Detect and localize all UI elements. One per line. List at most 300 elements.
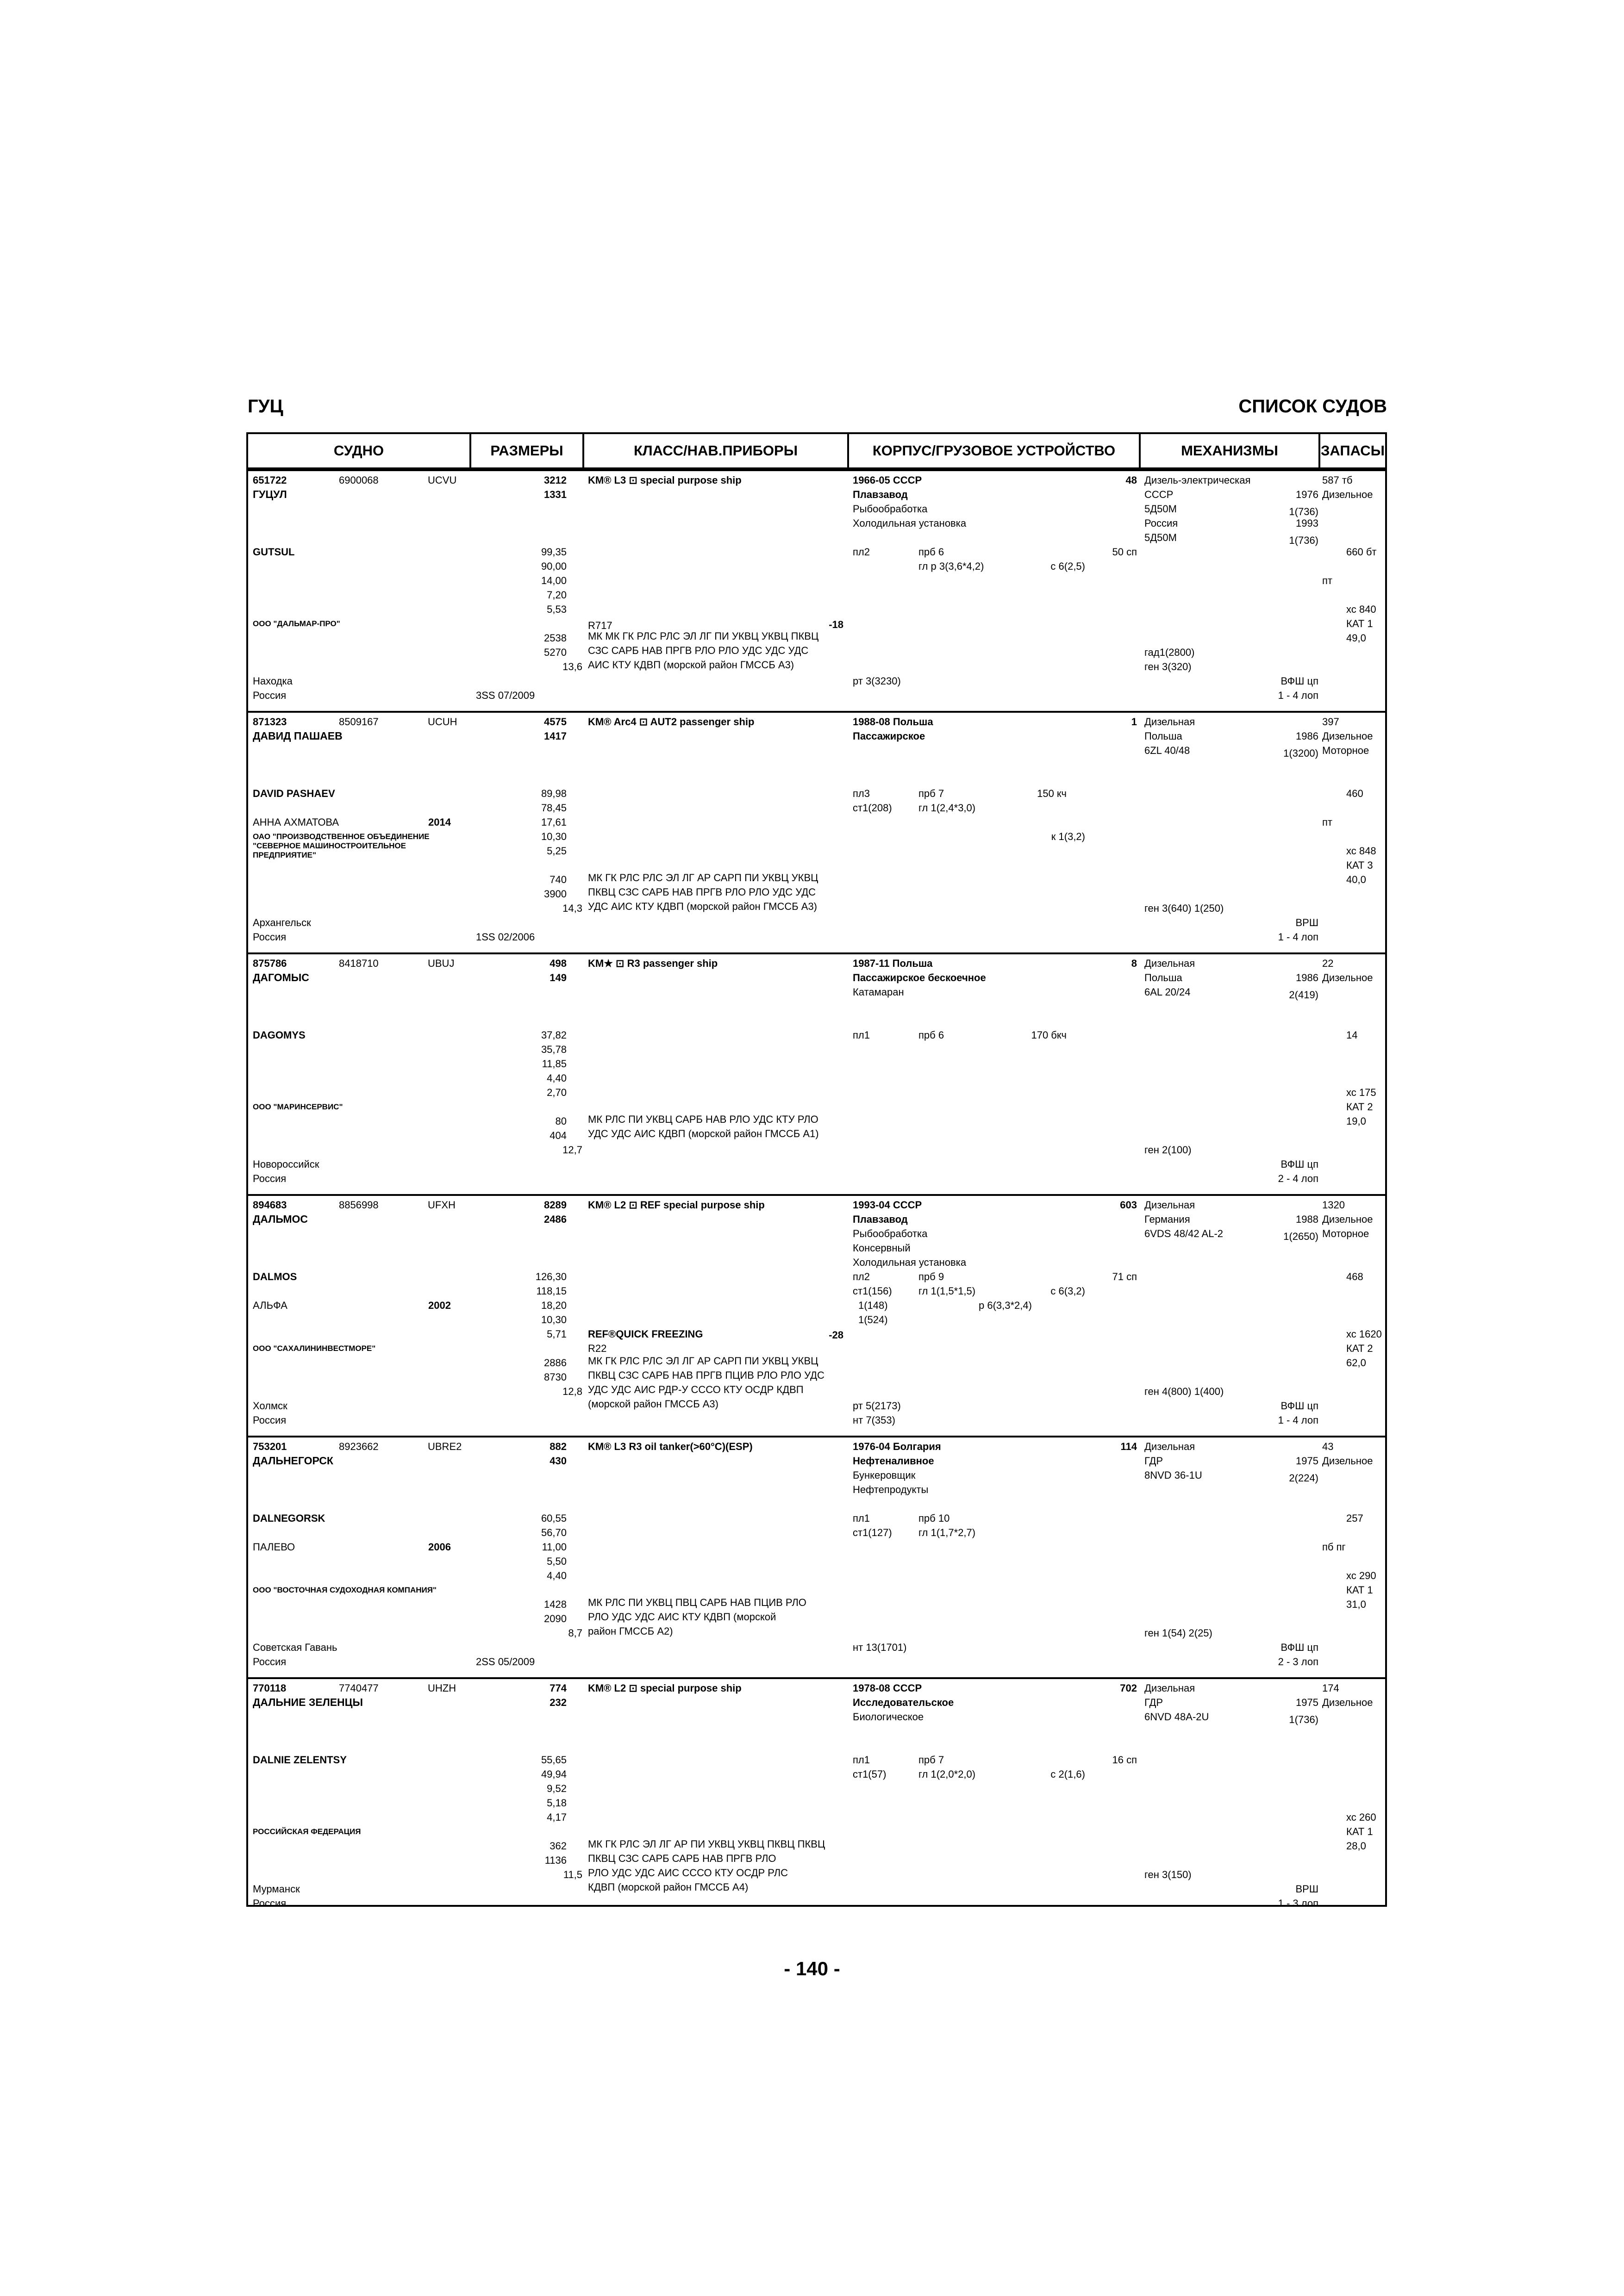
engine-detail: СССР xyxy=(1144,489,1174,500)
capacity-value: 1428 xyxy=(544,1599,567,1610)
decks: пл2 xyxy=(853,546,870,558)
net-tonnage: 232 xyxy=(550,1697,567,1708)
vessel-cell xyxy=(248,1437,471,1678)
call-sign: UHZH xyxy=(428,1682,456,1694)
capacity-value: 3900 xyxy=(544,888,567,900)
former-name: АННА АХМАТОВА xyxy=(253,816,339,828)
vessel-type: Биологическое xyxy=(853,1711,924,1723)
engine-detail-value: 1986 xyxy=(1296,972,1318,983)
engine-detail: ГДР xyxy=(1144,1455,1163,1467)
engine-type: Дизельная xyxy=(1144,1682,1195,1694)
class-notation: KM★ ⊡ R3 passenger ship xyxy=(588,958,718,969)
cargo-hold: 1(524) xyxy=(858,1314,888,1325)
engine-detail: 5Д50М xyxy=(1144,503,1177,515)
generators: гад1(2800) xyxy=(1144,647,1195,658)
dimensions-cell xyxy=(471,713,584,953)
stores-value: Дизельное xyxy=(1322,489,1373,500)
owner: ООО "САХАЛИНИНВЕСТМОРЕ" xyxy=(253,1344,376,1353)
yard-number: 702 xyxy=(1120,1682,1137,1694)
net-tonnage: 1417 xyxy=(544,730,567,742)
dimension-value: 5,18 xyxy=(547,1797,567,1809)
engine-detail: 8NVD 36-1U xyxy=(1144,1469,1202,1481)
propeller-blades: 1 - 3 лоп xyxy=(1278,1898,1318,1909)
column-header-class: КЛАСС/НАВ.ПРИБОРЫ xyxy=(584,434,849,467)
page-number: - 140 - xyxy=(784,1958,840,1979)
vessel-type: Пассажирское бескоечное xyxy=(853,972,986,983)
stores-value: Дизельное xyxy=(1322,1213,1373,1225)
survey-status: 1SS 02/2006 xyxy=(476,931,535,943)
engine-detail: Польша xyxy=(1144,972,1182,983)
home-port: Мурманск xyxy=(253,1883,300,1895)
ship-entry xyxy=(248,711,1385,953)
cargo-hold: гл 1(2,0*2,0) xyxy=(918,1768,976,1780)
owner: ОАО "ПРОИЗВОДСТВЕННОЕ ОБЪЕДИНЕНИЕ "СЕВЕРНОЕ МАШИНОСТРОИТЕЛЬНОЕ ПРЕДПРИЯТИЕ" xyxy=(253,832,430,859)
hull-cell xyxy=(849,1437,1141,1678)
vessel-name: ДАГОМЫС xyxy=(253,971,309,983)
stores-cell xyxy=(1320,713,1385,953)
tank-capacity: рт 5(2173) xyxy=(853,1400,901,1412)
generators: ген 3(640) 1(250) xyxy=(1144,902,1224,914)
cargo-hold: р 6(3,3*2,4) xyxy=(979,1300,1032,1311)
propeller-type: ВФШ цп xyxy=(1280,1642,1318,1653)
navigation-equipment: МК ГК РЛС РЛС ЭЛ ЛГ АР САРП ПИ УКВЦ УКВЦ xyxy=(588,1355,818,1367)
ship-entry xyxy=(248,1677,1385,1920)
yard-number: 114 xyxy=(1120,1441,1137,1452)
build-year-country: 1993-04 СССР xyxy=(853,1199,922,1211)
stores-value: Моторное xyxy=(1322,1228,1369,1239)
engine-detail-value: 1976 xyxy=(1296,489,1318,500)
class-notation: KM® L2 ⊡ REF special purpose ship xyxy=(588,1199,765,1211)
machinery-cell xyxy=(1141,1437,1320,1678)
home-port: Архангельск xyxy=(253,917,311,928)
machinery-cell xyxy=(1141,1679,1320,1920)
vessel-type: Исследовательское xyxy=(853,1697,954,1708)
cargo-hold: ст1(127) xyxy=(853,1527,892,1538)
propeller-blades: 2 - 4 лоп xyxy=(1278,1173,1318,1184)
machinery-cell xyxy=(1141,713,1320,953)
capacity-value: 80 xyxy=(555,1115,567,1127)
engine-type: Дизельная xyxy=(1144,1441,1195,1452)
engine-detail: Россия xyxy=(1144,517,1178,529)
vessel-name: ГУЦУЛ xyxy=(253,488,287,500)
dimension-value: 7,20 xyxy=(547,589,567,601)
ship-entry xyxy=(248,1194,1385,1437)
survey-status: 3SS 07/2009 xyxy=(476,690,535,701)
ship-entry xyxy=(248,1436,1385,1678)
dimensions-cell xyxy=(471,1437,584,1678)
call-sign: UCVU xyxy=(428,474,457,486)
cargo-cranes: с 6(2,5) xyxy=(1050,560,1085,572)
class-notation: KM® L2 ⊡ special purpose ship xyxy=(588,1682,742,1694)
stores-value: хс 848 xyxy=(1346,845,1376,857)
vessel-type: Катамаран xyxy=(853,986,904,998)
class-notation: KM® L3 R3 oil tanker(>60°C)(ESP) xyxy=(588,1441,753,1452)
home-port: Холмск xyxy=(253,1400,287,1412)
stores-value: Дизельное xyxy=(1322,730,1373,742)
navigation-equipment: район ГМССБ А2) xyxy=(588,1625,673,1637)
vessel-name: ДАЛЬМОС xyxy=(253,1213,308,1225)
stores-value: пт xyxy=(1322,575,1332,586)
engine-type: Дизельная xyxy=(1144,958,1195,969)
imo-number: 8856998 xyxy=(339,1199,379,1211)
tank-capacity: рт 3(3230) xyxy=(853,675,901,687)
generators: ген 3(320) xyxy=(1144,661,1192,672)
stores-value: 40,0 xyxy=(1346,874,1366,885)
vessel-name-latin: DAVID PASHAEV xyxy=(253,788,335,799)
engine-detail: 5Д50М xyxy=(1144,532,1177,543)
capacity-value: 5270 xyxy=(544,647,567,658)
dimension-value: 18,20 xyxy=(541,1300,567,1311)
hull-cell xyxy=(849,471,1141,712)
stores-value: КАТ 1 xyxy=(1346,1826,1373,1837)
vessel-type: Плавзавод xyxy=(853,489,908,500)
engine-detail: Польша xyxy=(1144,730,1182,742)
capacity-value: 362 xyxy=(550,1840,567,1852)
net-tonnage: 1331 xyxy=(544,489,567,500)
cargo-hold: 1(148) xyxy=(858,1300,888,1311)
engine-detail-value: 1988 xyxy=(1296,1213,1318,1225)
imo-number: 8923662 xyxy=(339,1441,379,1452)
engine-detail-value: 2(419) xyxy=(1289,989,1318,1001)
flag-country: Россия xyxy=(253,1898,287,1909)
imo-number: 7740477 xyxy=(339,1682,379,1694)
dimension-value: 14,00 xyxy=(541,575,567,586)
stores-value: 174 xyxy=(1322,1682,1339,1694)
dimensions-cell xyxy=(471,471,584,712)
dimension-value: 35,78 xyxy=(541,1044,567,1055)
hull-cell xyxy=(849,954,1141,1195)
cargo-cranes: с 6(3,2) xyxy=(1050,1285,1085,1297)
navigation-equipment: МК РЛС ПИ УКВЦ САРБ НАВ РЛО УДС КТУ РЛО xyxy=(588,1114,818,1125)
stores-cell xyxy=(1320,1679,1385,1920)
propeller-type: ВРШ xyxy=(1295,917,1318,928)
refrigeration-temperature: -18 xyxy=(829,619,843,630)
engine-detail-value: 2(224) xyxy=(1289,1472,1318,1484)
yard-number: 8 xyxy=(1131,958,1137,969)
former-name-year: 2014 xyxy=(428,816,451,828)
call-sign: UBRE2 xyxy=(428,1441,462,1452)
dimension-value: 5,71 xyxy=(547,1328,567,1340)
dimension-value: 90,00 xyxy=(541,560,567,572)
dimension-value: 10,30 xyxy=(541,1314,567,1325)
capacity-value: 740 xyxy=(550,874,567,885)
bulkheads: прб 9 xyxy=(918,1271,944,1282)
vessel-type: Рыбообработка xyxy=(853,1228,928,1239)
stores-value: КАТ 2 xyxy=(1346,1101,1373,1113)
dimension-value: 118,15 xyxy=(536,1285,567,1297)
stores-value: Дизельное xyxy=(1322,972,1373,983)
stores-value: 257 xyxy=(1346,1512,1363,1524)
cargo-hold: гл р 3(3,6*4,2) xyxy=(918,560,984,572)
engine-detail-value: 1(736) xyxy=(1289,506,1318,517)
navigation-equipment: (морской район ГМССБ А3) xyxy=(588,1398,718,1410)
imo-number: 6900068 xyxy=(339,474,379,486)
navigation-equipment: ПКВЦ СЗС САРБ НАВ ПРГВ РЛО РЛО УДС УДС xyxy=(588,886,816,898)
engine-detail: ГДР xyxy=(1144,1697,1163,1708)
class-notation: KM® L3 ⊡ special purpose ship xyxy=(588,474,742,486)
refrigeration-label: REF®QUICK FREEZING xyxy=(588,1328,703,1340)
engine-detail-value: 1986 xyxy=(1296,730,1318,742)
stores-value: хс 1620 xyxy=(1346,1328,1382,1340)
hull-cell xyxy=(849,1196,1141,1437)
dimension-value: 11,85 xyxy=(542,1058,567,1070)
navigation-equipment: АИС КТУ КДВП (морской район ГМССБ А3) xyxy=(588,659,794,671)
capacity-value: 2090 xyxy=(544,1613,567,1624)
home-port: Находка xyxy=(253,675,293,687)
column-header-dimensions: РАЗМЕРЫ xyxy=(471,434,584,467)
stores-value: 14 xyxy=(1346,1029,1358,1041)
engine-detail-value: 1(736) xyxy=(1289,1714,1318,1725)
machinery-cell xyxy=(1141,471,1320,712)
stores-cell xyxy=(1320,1196,1385,1437)
capacity-value: 2886 xyxy=(544,1357,567,1369)
registry-number: 770118 xyxy=(253,1682,287,1694)
net-tonnage: 430 xyxy=(550,1455,567,1467)
dimension-value: 55,65 xyxy=(541,1754,567,1766)
call-sign: UCUH xyxy=(428,716,457,728)
generators: ген 4(800) 1(400) xyxy=(1144,1386,1224,1397)
navigation-equipment: ПКВЦ СЗС САРБ НАВ ПРГВ ПЦИВ РЛО РЛО УДС xyxy=(588,1369,824,1381)
bulkheads: прб 10 xyxy=(918,1512,950,1524)
bulkheads: прб 6 xyxy=(918,1029,944,1041)
navigation-equipment: УДС УДС АИС РДР-У СССО КТУ ОСДР КДВП xyxy=(588,1384,804,1395)
stores-value: 49,0 xyxy=(1346,632,1366,644)
flag-country: Россия xyxy=(253,690,287,701)
stores-cell xyxy=(1320,471,1385,712)
dimension-value: 49,94 xyxy=(541,1768,567,1780)
capacity-value: 14,3 xyxy=(562,902,582,914)
survey-status: 2SS 05/2009 xyxy=(476,1656,535,1668)
dimension-value: 60,55 xyxy=(541,1512,567,1524)
dimension-value: 17,61 xyxy=(541,816,567,828)
navigation-equipment: ПКВЦ СЗС САРБ САРБ НАВ ПРГВ РЛО xyxy=(588,1853,776,1864)
stores-cell xyxy=(1320,1437,1385,1678)
capacity-value: 12,7 xyxy=(562,1144,582,1156)
navigation-equipment: МК ГК РЛС РЛС ЭЛ ЛГ АР САРП ПИ УКВЦ УКВЦ xyxy=(588,872,818,884)
dimension-value: 99,35 xyxy=(541,546,567,558)
cargo-hold: ст1(208) xyxy=(853,802,892,814)
dimension-value: 78,45 xyxy=(541,802,567,814)
vessel-type: Холодильная установка xyxy=(853,517,967,529)
vessel-type: Бункеровщик xyxy=(853,1469,916,1481)
machinery-cell xyxy=(1141,954,1320,1195)
build-year-country: 1987-11 Польша xyxy=(853,958,933,969)
vessel-name-latin: GUTSUL xyxy=(253,546,295,558)
home-port: Новороссийск xyxy=(253,1158,319,1170)
navigation-equipment: РЛО УДС УДС АИС СССО КТУ ОСДР РЛС xyxy=(588,1867,788,1879)
vessel-name: ДАЛЬНИЕ ЗЕЛЕНЦЫ xyxy=(253,1696,363,1708)
engine-type: Дизельная xyxy=(1144,1199,1195,1211)
engine-type: Дизельная xyxy=(1144,716,1195,728)
dimension-value: 9,52 xyxy=(547,1783,567,1794)
stores-value: Дизельное xyxy=(1322,1455,1373,1467)
engine-type: Дизель-электрическая xyxy=(1144,474,1251,486)
ship-entry xyxy=(248,469,1385,712)
dimension-value: 126,30 xyxy=(535,1271,567,1282)
propeller-type: ВФШ цп xyxy=(1280,1400,1318,1412)
dimension-value: 5,25 xyxy=(547,845,567,857)
decks: пл2 xyxy=(853,1271,870,1282)
column-header-machinery: МЕХАНИЗМЫ xyxy=(1141,434,1320,467)
propeller-type: ВРШ xyxy=(1295,1883,1318,1895)
former-name-year: 2006 xyxy=(428,1541,451,1553)
tank-capacity: нт 13(1701) xyxy=(853,1642,907,1653)
stores-value: 31,0 xyxy=(1346,1599,1366,1610)
engine-detail-value: 1(736) xyxy=(1289,535,1318,546)
net-tonnage: 2486 xyxy=(544,1213,567,1225)
stores-value: КАТ 1 xyxy=(1346,1584,1373,1596)
owner: РОССИЙСКАЯ ФЕДЕРАЦИЯ xyxy=(253,1827,361,1836)
flag-country: Россия xyxy=(253,931,287,943)
vessel-cell xyxy=(248,471,471,712)
engine-detail: Германия xyxy=(1144,1213,1190,1225)
cargo-cranes: с 2(1,6) xyxy=(1050,1768,1085,1780)
bulkheads: прб 7 xyxy=(918,788,944,799)
navigation-equipment: КДВП (морской район ГМССБ А4) xyxy=(588,1881,749,1893)
stores-value: 22 xyxy=(1322,958,1334,969)
build-year-country: 1978-08 СССР xyxy=(853,1682,922,1694)
class-cell xyxy=(584,1679,849,1920)
build-year-country: 1988-08 Польша xyxy=(853,716,933,728)
tank-capacity: нт 7(353) xyxy=(853,1414,895,1426)
vessel-name: ДАВИД ПАШАЕВ xyxy=(253,730,343,742)
gross-tonnage: 498 xyxy=(550,958,567,969)
cargo-hold: гл 1(1,7*2,7) xyxy=(918,1527,976,1538)
build-year-country: 1966-05 СССР xyxy=(853,474,922,486)
vessel-type: Холодильная установка xyxy=(853,1257,967,1268)
dimension-value: 4,40 xyxy=(547,1570,567,1581)
registry-number: 875786 xyxy=(253,958,287,969)
running-head-right: СПИСОК СУДОВ xyxy=(1238,396,1387,417)
stores-value: хс 175 xyxy=(1346,1087,1376,1098)
capacity-crew: 170 бкч xyxy=(1031,1029,1067,1041)
navigation-equipment: МК МК ГК РЛС РЛС ЭЛ ЛГ ПИ УКВЦ УКВЦ ПКВЦ xyxy=(588,630,819,642)
column-header-hull: КОРПУС/ГРУЗОВОЕ УСТРОЙСТВО xyxy=(849,434,1141,467)
navigation-equipment: УДС УДС АИС КДВП (морской район ГМССБ А1) xyxy=(588,1128,819,1139)
vessel-name-latin: DALMOS xyxy=(253,1271,297,1282)
registry-number: 753201 xyxy=(253,1441,287,1452)
dimensions-cell xyxy=(471,954,584,1195)
vessel-type: Плавзавод xyxy=(853,1213,908,1225)
owner: ООО "МАРИНСЕРВИС" xyxy=(253,1102,343,1111)
class-cell xyxy=(584,1437,849,1678)
dimension-value: 2,70 xyxy=(547,1087,567,1098)
decks: пл1 xyxy=(853,1754,870,1766)
column-header-stores: ЗАПАСЫ xyxy=(1320,442,1385,459)
capacity-value: 8730 xyxy=(544,1371,567,1383)
dimension-value: 4,40 xyxy=(547,1072,567,1084)
vessel-cell xyxy=(248,1679,471,1920)
class-cell xyxy=(584,713,849,953)
stores-value: 468 xyxy=(1346,1271,1363,1282)
dimension-value: 5,53 xyxy=(547,604,567,615)
engine-detail-value: 1975 xyxy=(1296,1455,1318,1467)
vessel-type: Рыбообработка xyxy=(853,503,928,515)
call-sign: UFXH xyxy=(428,1199,456,1211)
machinery-cell xyxy=(1141,1196,1320,1437)
propeller-blades: 1 - 4 лоп xyxy=(1278,1414,1318,1426)
vessel-cell xyxy=(248,713,471,953)
class-cell xyxy=(584,1196,849,1437)
vessel-type: Консервный xyxy=(853,1242,911,1254)
navigation-equipment: СЗС САРБ НАВ ПРГВ РЛО РЛО УДС УДС УДС xyxy=(588,645,809,656)
imo-number: 8509167 xyxy=(339,716,379,728)
call-sign: UBUJ xyxy=(428,958,455,969)
class-notation: KM® Arc4 ⊡ AUT2 passenger ship xyxy=(588,716,755,728)
ship-register-table xyxy=(246,432,1387,1907)
vessel-name-latin: DAGOMYS xyxy=(253,1029,306,1041)
engine-detail: 6AL 20/24 xyxy=(1144,986,1191,998)
stores-value: Дизельное xyxy=(1322,1697,1373,1708)
dimensions-cell xyxy=(471,1679,584,1920)
imo-number: 8418710 xyxy=(339,958,379,969)
owner: ООО "ВОСТОЧНАЯ СУДОХОДНАЯ КОМПАНИЯ" xyxy=(253,1586,437,1594)
stores-value: пб пг xyxy=(1322,1541,1346,1553)
vessel-type: Пассажирское xyxy=(853,730,925,742)
generators: ген 2(100) xyxy=(1144,1144,1192,1156)
stores-value: 28,0 xyxy=(1346,1840,1366,1852)
hull-cell xyxy=(849,1679,1141,1920)
dimension-value: 5,50 xyxy=(547,1556,567,1567)
yard-number: 1 xyxy=(1131,716,1137,728)
dimension-value: 11,00 xyxy=(542,1541,567,1553)
stores-value: хс 260 xyxy=(1346,1811,1376,1823)
former-name: АЛЬФА xyxy=(253,1300,287,1311)
dimension-value: 10,30 xyxy=(541,831,567,842)
class-cell xyxy=(584,954,849,1195)
dimension-value: 37,82 xyxy=(541,1029,567,1041)
capacity-crew: 71 сп xyxy=(1112,1271,1137,1282)
decks: пл1 xyxy=(853,1029,870,1041)
stores-value: 62,0 xyxy=(1346,1357,1366,1369)
refrigerant: R717 xyxy=(588,620,612,631)
flag-country: Россия xyxy=(253,1656,287,1668)
generators: ген 1(54) 2(25) xyxy=(1144,1627,1212,1639)
vessel-name-latin: DALNEGORSK xyxy=(253,1512,325,1524)
stores-value: Моторное xyxy=(1322,745,1369,756)
former-name-year: 2002 xyxy=(428,1300,451,1311)
capacity-value: 1136 xyxy=(544,1854,567,1866)
navigation-equipment: МК РЛС ПИ УКВЦ ПВЦ САРБ НАВ ПЦИВ РЛО xyxy=(588,1597,806,1608)
vessel-type: Нефтепродукты xyxy=(853,1484,929,1495)
stores-value: хс 840 xyxy=(1346,604,1376,615)
gross-tonnage: 774 xyxy=(550,1682,567,1694)
gross-tonnage: 8289 xyxy=(544,1199,567,1211)
engine-detail-value: 1(2650) xyxy=(1283,1231,1318,1242)
propeller-blades: 1 - 4 лоп xyxy=(1278,931,1318,943)
refrigeration-temperature: -28 xyxy=(829,1329,843,1341)
stores-value: хс 290 xyxy=(1346,1570,1376,1581)
ship-entry xyxy=(248,952,1385,1195)
gross-tonnage: 4575 xyxy=(544,716,567,728)
engine-detail-value: 1(3200) xyxy=(1283,747,1318,759)
dimension-value: 89,98 xyxy=(541,788,567,799)
stores-value: 587 тб xyxy=(1322,474,1353,486)
capacity-crew: 16 сп xyxy=(1112,1754,1137,1766)
capacity-crew: 150 кч xyxy=(1037,788,1067,799)
hull-cell xyxy=(849,713,1141,953)
stores-cell xyxy=(1320,954,1385,1195)
decks: пл1 xyxy=(853,1512,870,1524)
registry-number: 871323 xyxy=(253,716,287,728)
yard-number: 603 xyxy=(1120,1199,1137,1211)
cargo-hold: ст1(57) xyxy=(853,1768,887,1780)
capacity-value: 8,7 xyxy=(568,1627,582,1639)
dimensions-cell xyxy=(471,1196,584,1437)
vessel-type: Нефтеналивное xyxy=(853,1455,934,1467)
net-tonnage: 149 xyxy=(550,972,567,983)
class-cell xyxy=(584,471,849,712)
